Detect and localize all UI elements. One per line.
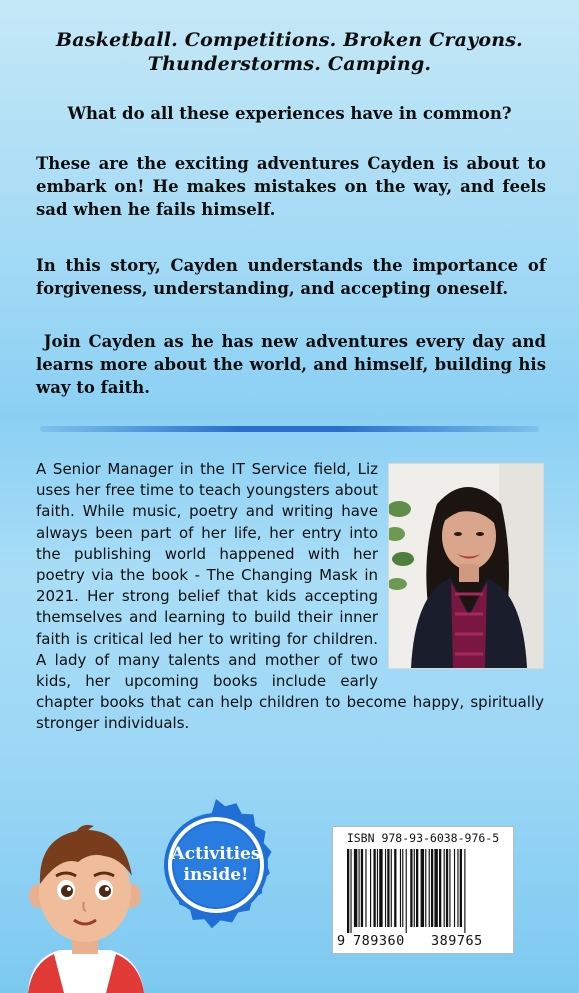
barcode-bar: [377, 849, 378, 927]
barcode-bar: [365, 849, 366, 927]
cover-headline: [0, 28, 579, 76]
badge-line-1: Activities: [171, 844, 261, 864]
barcode-digits-group-2: 389765: [431, 933, 483, 949]
badge-line-2: inside!: [183, 865, 249, 885]
barcode-bar: [410, 849, 412, 927]
barcode-bar: [421, 849, 424, 927]
barcode-bar: [414, 849, 415, 927]
barcode-bar: [359, 849, 360, 927]
barcode-bar: [434, 849, 437, 927]
barcode-bar: [439, 849, 441, 927]
barcode-bar: [391, 849, 392, 927]
barcode-bar: [454, 849, 455, 927]
barcode-bar: [429, 849, 430, 927]
barcode-bar: [347, 849, 349, 933]
barcode-digit-lead: 9: [337, 933, 346, 949]
barcode-bar: [402, 849, 403, 927]
barcode-bar: [379, 849, 382, 927]
blurb-question: What do all these experiences have in common?: [67, 104, 512, 123]
blurb-paragraph-2: In this story, Cayden understands the importance of forgiveness, understanding, and accepting oneself.: [36, 256, 546, 298]
activities-badge: [148, 797, 284, 933]
barcode-bar: [464, 849, 465, 933]
barcode-bar: [457, 849, 458, 927]
isbn-label: ISBN 978-93-6038-976-5: [346, 831, 500, 845]
barcode-digits-group-1: 789360: [353, 933, 405, 949]
author-portrait-icon: [389, 464, 543, 668]
section-divider: [40, 426, 539, 432]
barcode-bar: [387, 849, 389, 927]
barcode-bar: [425, 849, 426, 927]
barcode-icon: [337, 849, 509, 933]
barcode-bar: [416, 849, 418, 927]
barcode-bar: [385, 849, 386, 927]
author-bio-text: A Senior Manager in the IT Service field, Liz uses her free time to teach youngsters about faith. While music, poetry and writing have always been part of her life, her entry into the publishing world happened with her poetry via the book - The Changing Mask in 2021. Her strong belief that kids accepting themselves and learning to build their inner faith is critical led her to writing for children. A lady of many talents and mother of two kids, her upcoming books include early chapter books that can help children to become happy, spiritually stronger individuals.: [36, 460, 544, 733]
badge-label: [148, 797, 284, 933]
blurb-paragraph-1: These are the exciting adventures Cayden is about to embark on! He makes mistakes on the way, and feels sad when he fails himself.: [36, 154, 546, 219]
barcode-bar: [460, 849, 462, 927]
blurb-paragraph-3: Join Cayden as he has new adventures every day and learns more about the world, and himself, building his way to faith.: [36, 332, 552, 397]
barcode-bar: [449, 849, 450, 927]
author-photo: [388, 463, 544, 669]
headline-line-1: Basketball. Competitions. Broken Crayons.: [56, 29, 523, 51]
barcode-bar: [431, 849, 433, 927]
barcode-bar: [444, 849, 445, 927]
barcode-bar: [394, 849, 396, 927]
author-bio-section: [36, 459, 544, 735]
barcode-bar: [406, 849, 407, 933]
barcode-bar: [373, 849, 375, 927]
barcode-bar: [400, 849, 401, 927]
barcode-bar: [370, 849, 371, 927]
boy-illustration-icon: [20, 818, 150, 993]
barcode-bar: [354, 849, 357, 927]
barcode-bar: [350, 849, 351, 933]
isbn-barcode: [332, 826, 514, 954]
headline-line-2: Thunderstorms. Camping.: [147, 53, 432, 75]
barcode-bar: [446, 849, 448, 927]
barcode-bar: [361, 849, 363, 927]
